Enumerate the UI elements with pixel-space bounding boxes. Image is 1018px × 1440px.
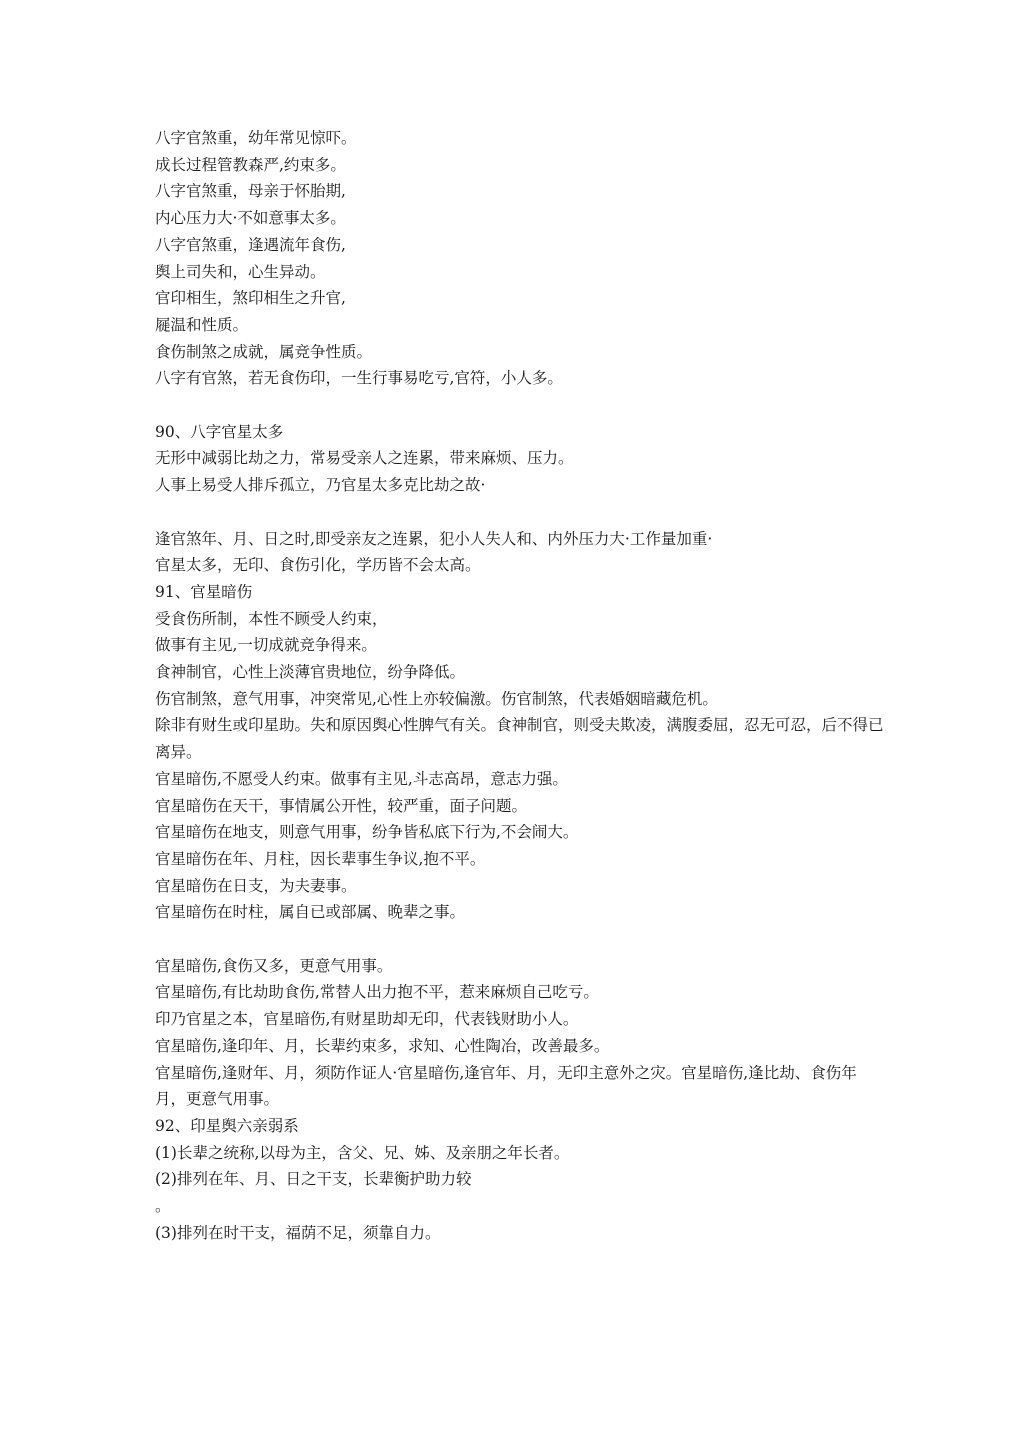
text-line: 印乃官星之本，官星暗伤,有财星助却无印，代表钱财助小人。 bbox=[155, 1010, 579, 1029]
text-line: 成长过程管教森严,约束多。 bbox=[155, 155, 346, 174]
text-line: 。 bbox=[155, 1197, 171, 1216]
text-line: 受食伤所制，本性不顾受人约束， bbox=[155, 609, 388, 628]
text-line: 官星暗伤在年、月柱，因长辈事生争议,抱不平。 bbox=[155, 849, 486, 868]
text-line: 八字有官煞，若无食伤印，一生行事易吃亏,官符，小人多。 bbox=[155, 369, 563, 388]
text-line: 食神制官，心性上淡薄官贵地位，纷争降低。 bbox=[155, 663, 466, 682]
text-paragraph: 除非有财生或印星助。失和原因舆心性脾气有关。食神制官，则受夫欺凌，满腹委屈，忍无可忍，后不得已离异。 bbox=[155, 716, 884, 762]
text-line: 内心压力大·不如意事太多。 bbox=[155, 209, 346, 228]
list-item: (3)排列在时干支，福荫不足，须靠自力。 bbox=[155, 1223, 441, 1242]
document-body bbox=[155, 125, 885, 1246]
text-line: 逢官煞年、月、日之时,即受亲友之连累，犯小人失人和、内外压力大·工作量加重· bbox=[155, 529, 713, 548]
text-line: 官星暗伤,不愿受人约束。做事有主见,斗志高昂，意志力强。 bbox=[155, 769, 568, 788]
text-line: 官星暗伤在天干，事情属公开性，较严重，面子问题。 bbox=[155, 796, 528, 815]
text-line: 官印相生，煞印相生之升官, bbox=[155, 289, 346, 308]
text-paragraph: 官星暗伤,逢财年、月，须防作证人·官星暗伤,逢官年、月，无印主意外之灾。官星暗伤,逢比劫、食伤年月，更意气用事。 bbox=[155, 1063, 857, 1109]
text-line: 人事上易受人排斥孤立，乃官星太多克比劫之故· bbox=[155, 476, 486, 495]
text-line: 伤官制煞，意气用事，冲突常见,心性上亦较偏激。伤官制煞，代表婚姻暗藏危机。 bbox=[155, 689, 718, 708]
text-line: 官星暗伤,逢印年、月，长辈约束多，求知、心性陶冶，改善最多。 bbox=[155, 1036, 610, 1055]
text-line: 食伤制煞之成就，属竞争性质。 bbox=[155, 342, 373, 361]
section-heading-91: 91、官星暗伤 bbox=[155, 582, 253, 601]
text-line: 八字官煞重，母亲于怀胎期, bbox=[155, 182, 346, 201]
text-line: 做事有主见,一切成就竞争得来。 bbox=[155, 636, 377, 655]
list-item: (2)排列在年、月、日之干支，长辈衡护助力较 bbox=[155, 1170, 472, 1189]
text-line: 官星太多，无印、食伤引化，学历皆不会太高。 bbox=[155, 556, 481, 575]
text-line: 屣温和性质。 bbox=[155, 315, 249, 334]
text-line: 八字官煞重，逢遇流年食伤, bbox=[155, 235, 346, 254]
section-heading-92: 92、印星舆六亲弱系 bbox=[155, 1116, 299, 1135]
blank-line bbox=[155, 392, 885, 419]
list-item: (1)长辈之统称,以母为主，含父、兄、姊、及亲朋之年长者。 bbox=[155, 1143, 570, 1162]
blank-line bbox=[155, 926, 885, 953]
blank-line bbox=[155, 499, 885, 526]
text-line: 无形中减弱比劫之力，常易受亲人之连累，带来麻烦、压力。 bbox=[155, 449, 574, 468]
text-line: 官星暗伤在日支，为夫妻事。 bbox=[155, 876, 357, 895]
text-line: 官星暗伤在地支，则意气用事，纷争皆私底下行为,不会闹大。 bbox=[155, 823, 579, 842]
text-line: 官星暗伤,有比劫助食伤,常替人出力抱不平，惹来麻烦自己吃亏。 bbox=[155, 983, 599, 1002]
text-line: 八字官煞重，幼年常见惊吓。 bbox=[155, 129, 357, 147]
text-line: 舆上司失和，心生异动。 bbox=[155, 262, 326, 281]
section-heading-90: 90、八字官星太多 bbox=[155, 422, 284, 441]
text-line: 官星暗伤在时柱，属自已或部属、晚辈之事。 bbox=[155, 903, 466, 922]
text-line: 官星暗伤,食伤又多，更意气用事。 bbox=[155, 956, 393, 975]
